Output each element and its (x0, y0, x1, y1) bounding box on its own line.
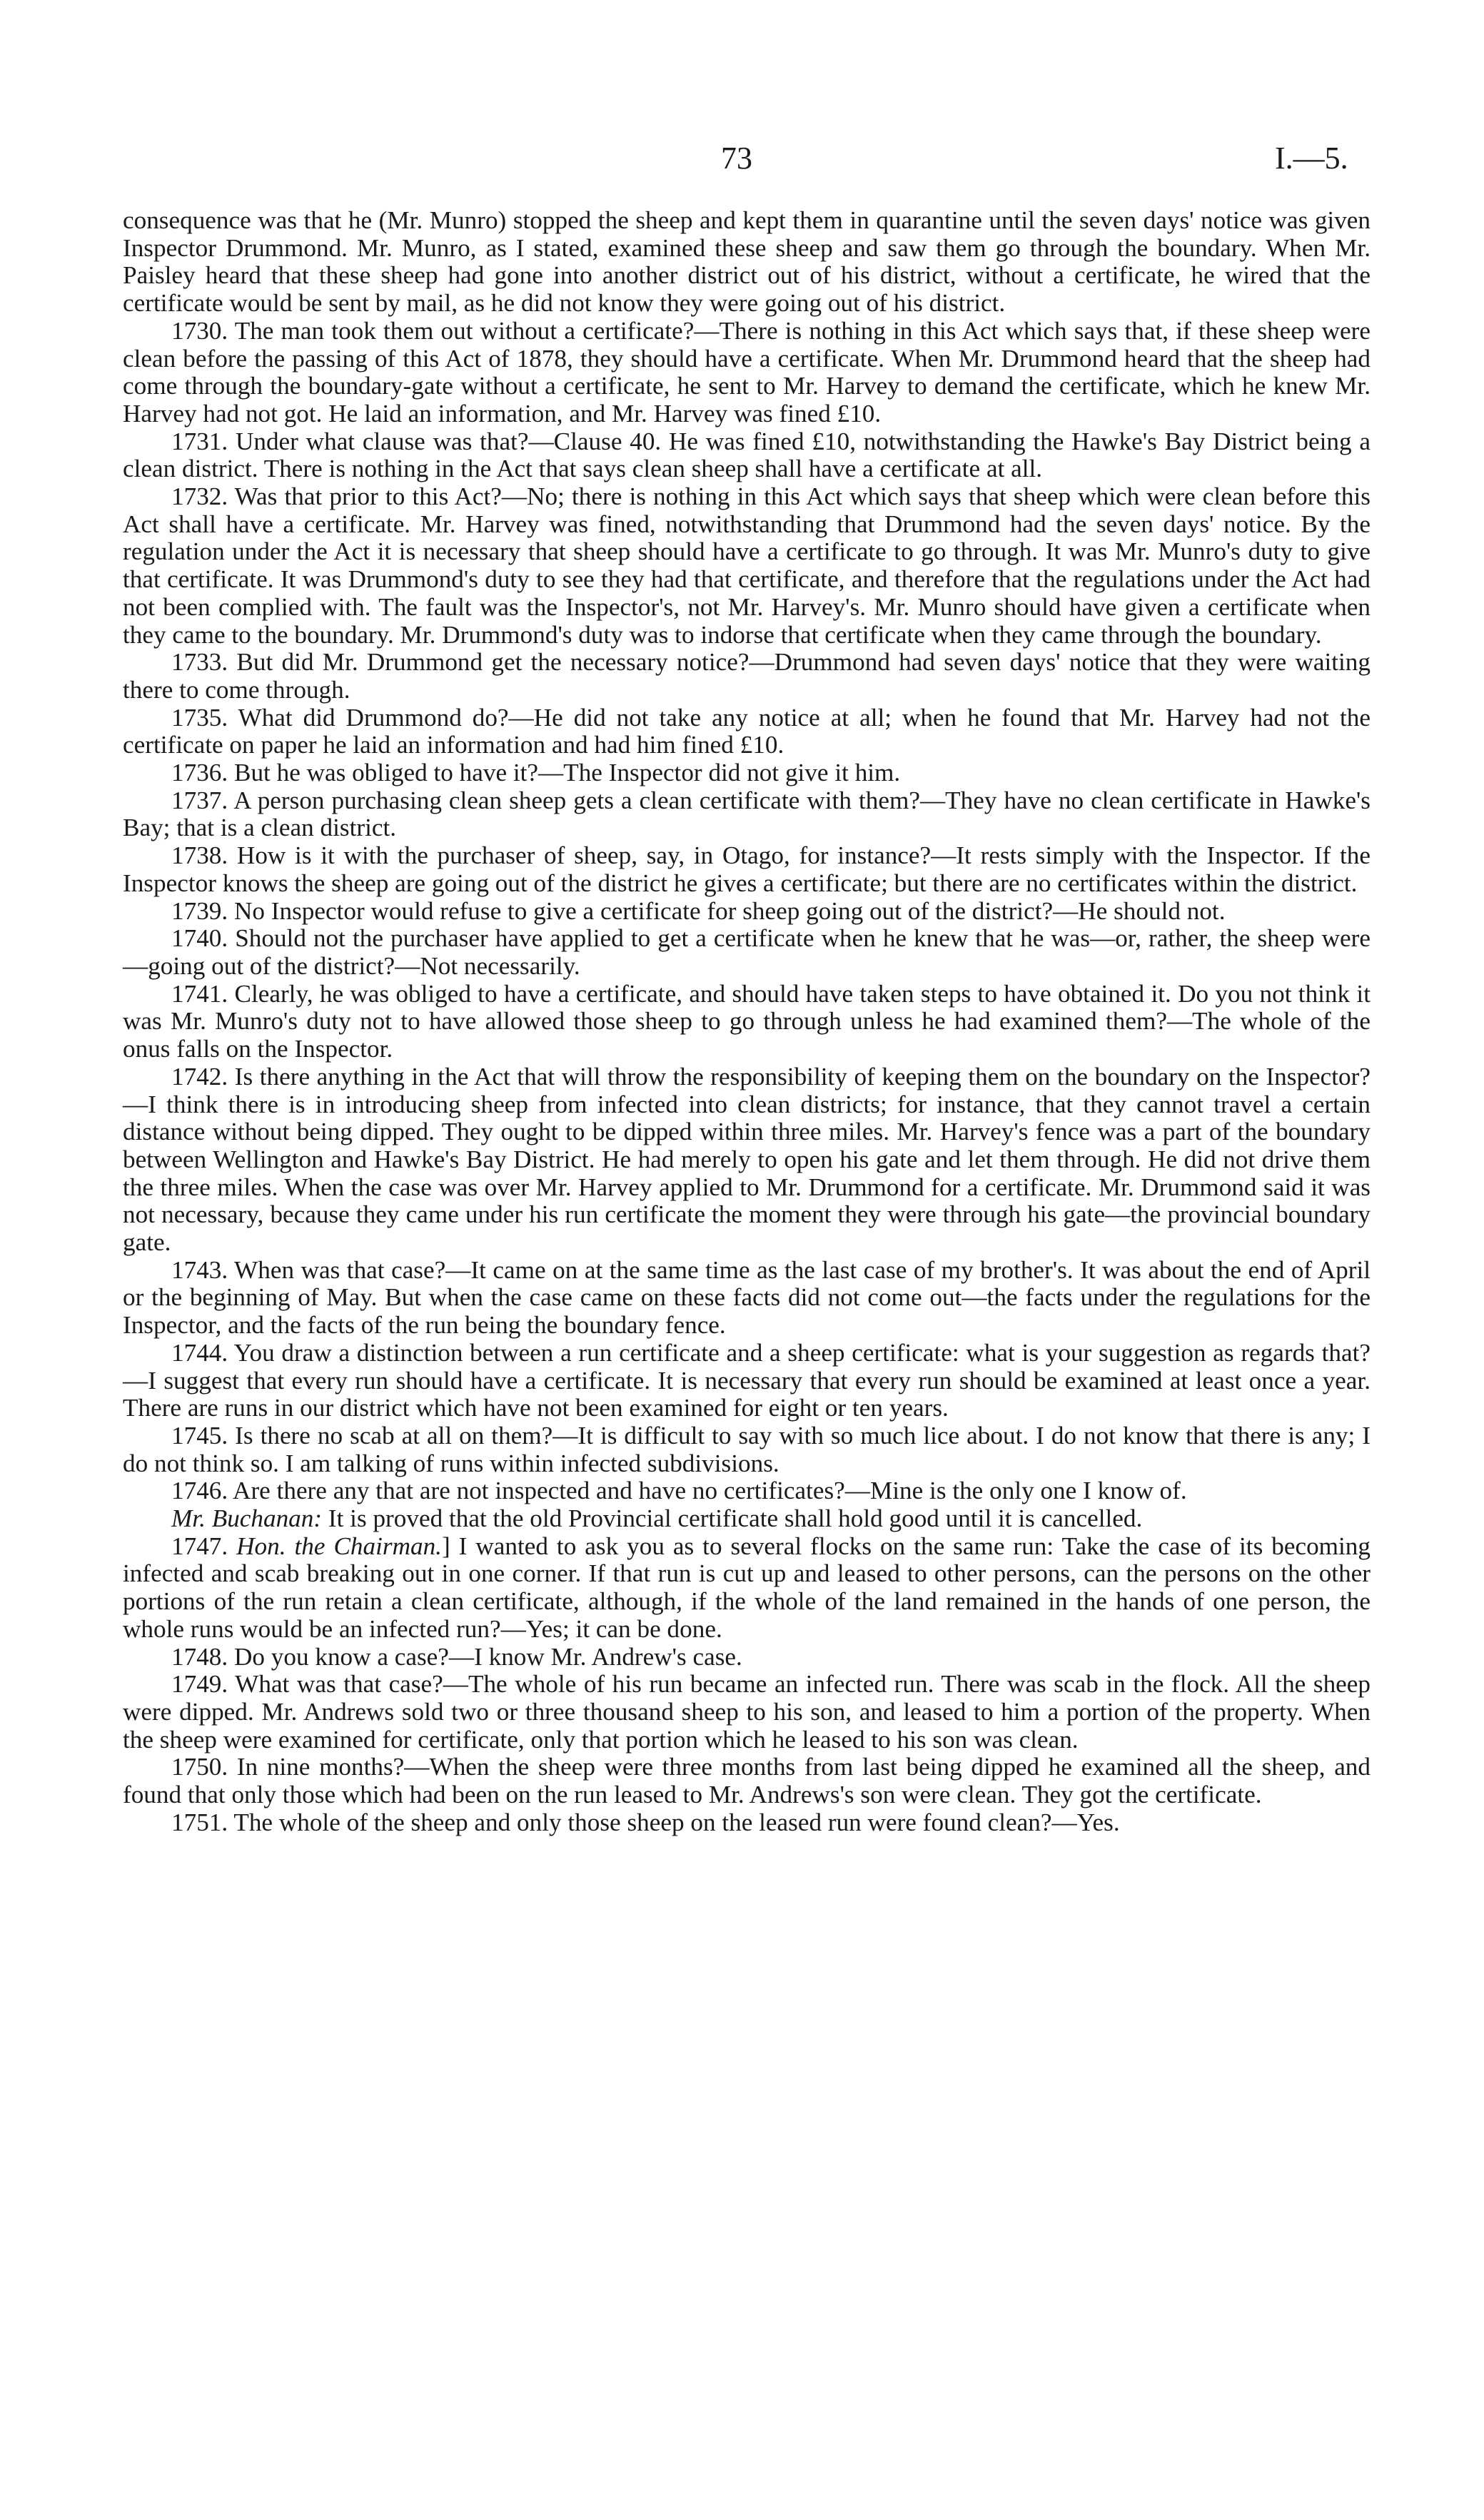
paragraph-1739: 1739. No Inspector would refuse to give a certificate for sheep going out of the district?—He should not. (171, 896, 1226, 925)
speaker-chairman: Hon. the Chairman. (236, 1532, 442, 1560)
paragraph-1748: 1748. Do you know a case?—I know Mr. Andrew's case. (171, 1642, 742, 1671)
page-header (0, 140, 1484, 183)
paragraph-1743: 1743. When was that case?—It came on at the same time as the last case of my brother's. It was about the end of April or the beginning of May. But when the case came on these facts did not come out—the facts under the regulations for the Inspector, and the facts of the run being the boundary fence. (123, 1255, 1371, 1340)
paragraph-1746: 1746. Are there any that are not inspected and have no certificates?—Mine is the only one I know of. (171, 1477, 1187, 1505)
paragraph-1745: 1745. Is there no scab at all on them?—It is difficult to say with so much lice about. I do not know that there is any; I do not think so. I am talking of runs within infected subdivisions. (123, 1421, 1371, 1477)
speaker-buchanan: Mr. Buchanan: (171, 1504, 323, 1533)
question-1747-text: ] I wanted to ask you as to several flocks on the same run: Take the case of its becoming infected and scab breaking out in one corner. If that run is cut up and leased to other persons, can the persons on the other portions of the run retain a clean certificate, although, if the whole of the land remained in the hands of one person, the whole runs would be an infected run?—Yes; it can be done. (123, 1532, 1371, 1643)
paragraph-continuation: consequence was that he (Mr. Munro) stopped the sheep and kept them in quarantine until the seven days' notice was given Inspector Drummond. Mr. Munro, as I stated, examined these sheep and saw them go through the boundary. When Mr. Paisley heard that these sheep had gone into another district out of his district, without a certificate, he wired that the certificate would be sent by mail, as he did not know they were going out of his district. (123, 206, 1371, 318)
paragraph-1741: 1741. Clearly, he was obliged to have a certificate, and should have taken steps to have obtained it. Do you not think it was Mr. Munro's duty not to have allowed those sheep to go through unless he had examined them?—The whole of the onus falls on the Inspector. (123, 979, 1371, 1063)
paragraph-1749: 1749. What was that case?—The whole of his run became an infected run. There was scab in the flock. All the sheep were dipped. Mr. Andrews sold two or three thousand sheep to his son, and leased to him a portion of the property. When the sheep were examined for certificate, only that portion which he leased to his son was clean. (123, 1670, 1371, 1754)
document-reference: I.—5. (1275, 141, 1348, 176)
paragraph-1744: 1744. You draw a distinction between a run certificate and a sheep certificate: what is your suggestion as regards that?—I suggest that every run should have a certificate. It is necessary that every run should be examined at least once a year. There are runs in our district which have not been examined for eight or ten years. (123, 1338, 1371, 1422)
paragraph-1731: 1731. Under what clause was that?—Clause 40. He was fined £10, notwithstanding the Hawke's Bay District being a clean district. There is nothing in the Act that says clean sheep shall have a certificate at all. (123, 427, 1371, 483)
paragraph-1732: 1732. Was that prior to this Act?—No; there is nothing in this Act which says that sheep which were clean before this Act shall have a certificate. Mr. Harvey was fined, notwithstanding that Drummond had the seven days' notice. By the regulation under the Act it is necessary that sheep should have a certificate to go through. It was Mr. Munro's duty to give that certificate. It was Drummond's duty to see they had that certificate, and therefore that the regulations under the Act had not been complied with. The fault was the Inspector's, not Mr. Harvey's. Mr. Munro should have given a certificate when they came to the boundary. Mr. Drummond's duty was to indorse that certificate when they came through the boundary. (123, 482, 1371, 649)
paragraph-1740: 1740. Should not the purchaser have applied to get a certificate when he knew that he was—or, rather, the sheep were—going out of the district?—Not necessarily. (123, 924, 1371, 980)
paragraph-1735: 1735. What did Drummond do?—He did not take any notice at all; when he found that Mr. Harvey had not the certificate on paper he laid an information and had him fined £10. (123, 703, 1371, 759)
paragraph-1751: 1751. The whole of the sheep and only those sheep on the leased run were found clean?—Yes. (171, 1808, 1120, 1836)
paragraph-1738: 1738. How is it with the purchaser of sheep, say, in Otago, for instance?—It rests simply with the Inspector. If the Inspector knows the sheep are going out of the district he gives a certificate; but there are no certificates within the district. (123, 841, 1371, 897)
paragraph-1730: 1730. The man took them out without a certificate?—There is nothing in this Act which says that, if these sheep were clean before the passing of this Act of 1878, they should have a certificate. When Mr. Drummond heard that the sheep had come through the boundary-gate without a certificate, he sent to Mr. Harvey to demand the certificate, which he knew Mr. Harvey had not got. He laid an information, and Mr. Harvey was fined £10. (123, 316, 1371, 427)
paragraph-1742: 1742. Is there anything in the Act that will throw the responsibility of keeping them on the boundary on the Inspector?—I think there is in introducing sheep from infected into clean districts; for instance, that they cannot travel a certain distance without being dipped. They ought to be dipped within three miles. Mr. Harvey's fence was a part of the boundary between Wellington and Hawke's Bay District. He had merely to open his gate and let them through. He did not drive them the three miles. When the case was over Mr. Harvey applied to Mr. Drummond for a certificate. Mr. Drummond said it was not necessary, because they came under his run certificate the moment they were through his gate—the provincial boundary gate. (123, 1062, 1371, 1257)
question-number-1747: 1747. (171, 1532, 237, 1560)
paragraph-1733: 1733. But did Mr. Drummond get the necessary notice?—Drummond had seven days' notice that they were waiting there to come through. (123, 648, 1371, 704)
evidence-text (123, 207, 1371, 1836)
paragraph-1737: 1737. A person purchasing clean sheep gets a clean certificate with them?—They have no clean certificate in Hawke's Bay; that is a clean district. (123, 786, 1371, 842)
page-number: 73 (721, 141, 752, 176)
paragraph-buchanan (123, 1505, 1371, 1533)
paragraph-1750: 1750. In nine months?—When the sheep were three months from last being dipped he examined all the sheep, and found that only those which had been on the run leased to Mr. Andrews's son were clean. They got the certificate. (123, 1753, 1371, 1809)
paragraph-1747 (123, 1533, 1371, 1644)
paragraph-1736: 1736. But he was obliged to have it?—The Inspector did not give it him. (171, 759, 901, 787)
buchanan-statement: It is proved that the old Provincial certificate shall hold good until it is cancelled. (322, 1504, 1143, 1533)
